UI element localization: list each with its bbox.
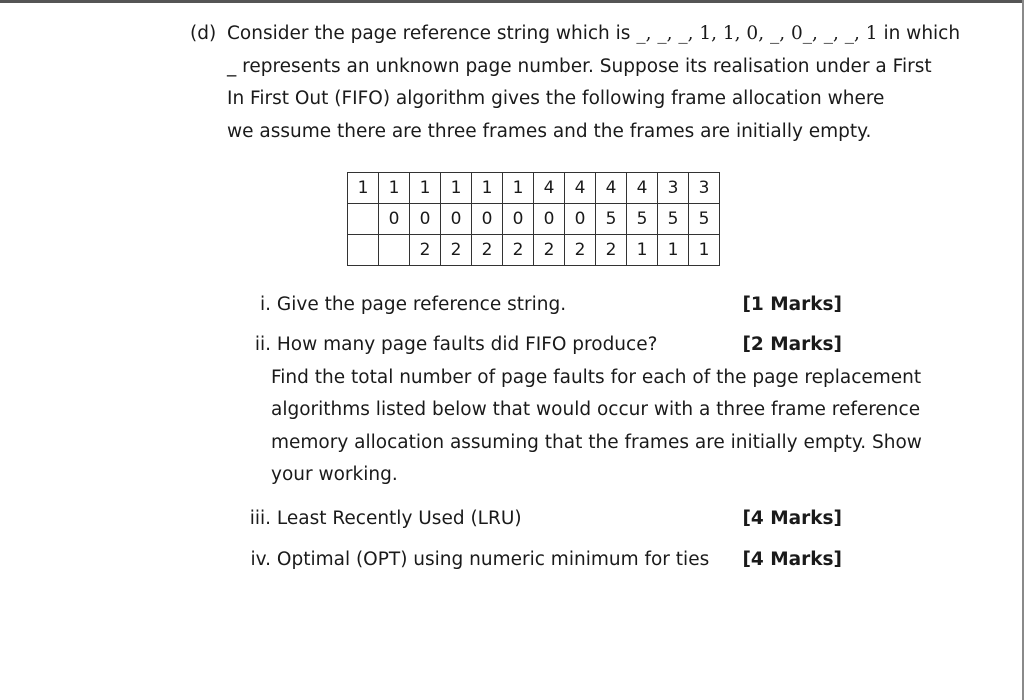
frame-cell: 1: [503, 173, 534, 204]
instructions-line-1: Find the total number of page faults for each of the page replacement: [271, 366, 922, 388]
frame-cell: 2: [565, 235, 596, 266]
frame-cell: 2: [534, 235, 565, 266]
question-d: [190, 18, 961, 148]
subquestion-number: ii.: [254, 334, 271, 355]
subquestion-marks: [1 Marks]: [742, 294, 842, 315]
frame-cell: 2: [410, 235, 441, 266]
frame-cell: 2: [441, 235, 472, 266]
question-line-3: In First Out (FIFO) algorithm gives the following frame allocation where: [227, 88, 885, 109]
frame-cell: 0: [410, 204, 441, 235]
frame-cell: 0: [534, 204, 565, 235]
question-line-2: _ represents an unknown page number. Suppose its realisation under a First: [227, 55, 932, 77]
frame-cell: 5: [627, 204, 658, 235]
subquestion-2: [240, 329, 922, 492]
frame-row-2: [348, 204, 720, 235]
frame-allocation-table: [347, 172, 720, 266]
frame-cell: 1: [472, 173, 503, 204]
frame-row-1: [348, 173, 720, 204]
frame-cell: 1: [658, 235, 689, 266]
frame-cell: 5: [658, 204, 689, 235]
frame-cell: 5: [596, 204, 627, 235]
frame-cell: 1: [410, 173, 441, 204]
subquestion-number: iv.: [250, 549, 271, 570]
frame-cell: [379, 235, 410, 266]
subquestion-number: iii.: [249, 508, 271, 529]
frame-cell: 4: [596, 173, 627, 204]
subquestion-3: [240, 503, 842, 536]
instructions-line-2: algorithms listed below that would occur with a three frame reference: [271, 399, 921, 420]
frame-cell: [348, 235, 379, 266]
frame-cell: 4: [565, 173, 596, 204]
frame-cell: 0: [379, 204, 410, 235]
frame-cell: 2: [596, 235, 627, 266]
top-border: [0, 0, 1024, 3]
frame-cell: 3: [658, 173, 689, 204]
instructions-line-3: memory allocation assuming that the frames are initially empty. Show: [271, 431, 922, 453]
subquestion-4: [240, 544, 842, 577]
frame-cell: 1: [348, 173, 379, 204]
subquestion-1: [240, 289, 842, 322]
frame-cell: [348, 204, 379, 235]
subquestion-marks: [4 Marks]: [742, 508, 842, 529]
question-line-1: [190, 18, 961, 51]
frame-cell: 1: [379, 173, 410, 204]
frame-cell: 1: [627, 235, 658, 266]
frame-cell: 5: [689, 204, 720, 235]
subquestion-marks: [2 Marks]: [742, 334, 842, 355]
frame-cell: 0: [565, 204, 596, 235]
frame-cell: 2: [503, 235, 534, 266]
frame-cell: 1: [441, 173, 472, 204]
frame-cell: 2: [472, 235, 503, 266]
frame-cell: 4: [627, 173, 658, 204]
subquestion-text: Give the page reference string.: [276, 294, 567, 315]
frame-row-3: [348, 235, 720, 266]
instructions-line-4: your working.: [271, 464, 398, 485]
frame-cell: 0: [441, 204, 472, 235]
subquestion-text: How many page faults did FIFO produce?: [276, 334, 658, 355]
question-label: (d): [190, 23, 217, 44]
question-intro: Consider the page reference string which is: [227, 23, 631, 44]
instructions-paragraph: [240, 362, 922, 492]
subquestion-text: Optimal (OPT) using numeric minimum for ties: [276, 549, 710, 570]
question-intro-end: in which: [883, 23, 961, 44]
frame-cell: 1: [689, 235, 720, 266]
frame-cell: 4: [534, 173, 565, 204]
frame-cell: 0: [503, 204, 534, 235]
subquestion-text: Least Recently Used (LRU): [276, 508, 522, 529]
question-line-4: we assume there are three frames and the frames are initially empty.: [227, 120, 872, 142]
frame-cell: 0: [472, 204, 503, 235]
subquestion-marks: [4 Marks]: [742, 549, 842, 570]
subquestion-number: i.: [259, 294, 271, 315]
reference-string: _, _, _, 1, 1, 0, _, 0_, _, _, 1: [636, 23, 878, 44]
frame-cell: 3: [689, 173, 720, 204]
